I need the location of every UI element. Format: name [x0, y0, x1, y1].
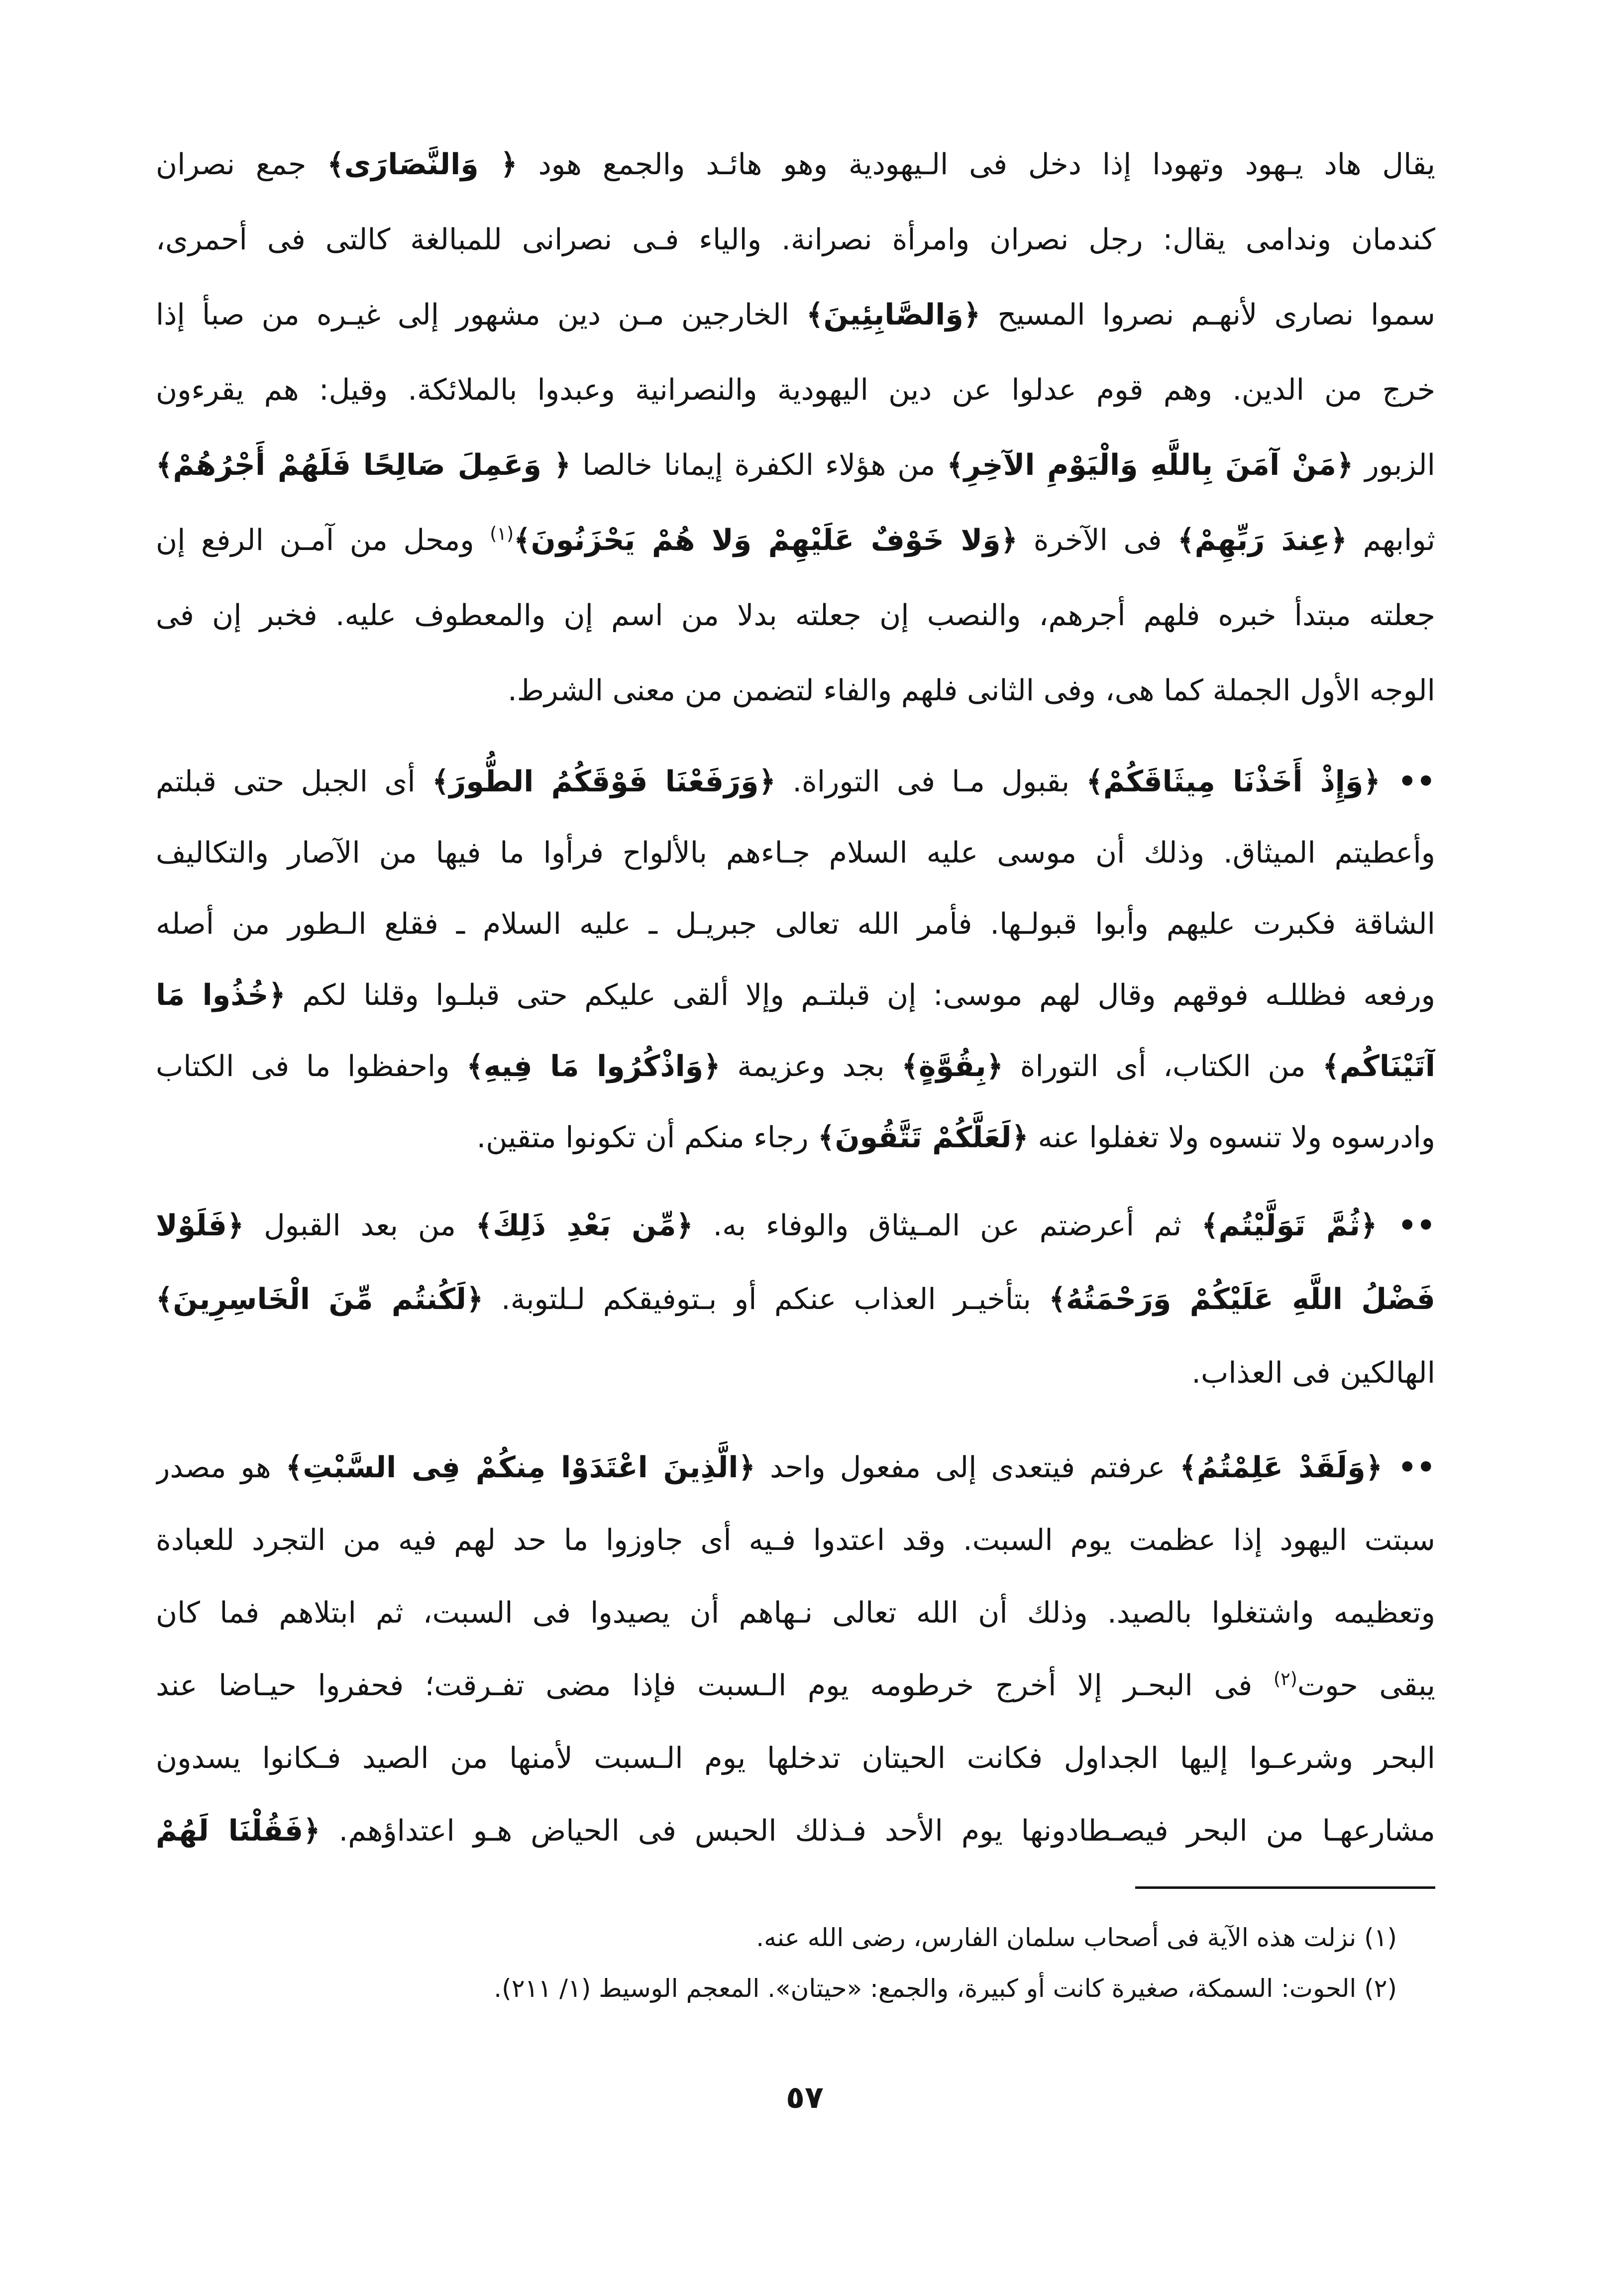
body-text: مشارعهـا من البحر فيصـطادونها يوم الأحد فـذلك الحبس فى الحياض هـو اعتداؤهم. [320, 1814, 1435, 1848]
bullet-mark: •• [1383, 1450, 1435, 1484]
quran-quote: ﴿فَقُلْنَا لَهُمْ [156, 1814, 320, 1848]
body-text: يبقى حوت [1297, 1668, 1435, 1702]
text-line [156, 578, 1435, 653]
footnotes [156, 1912, 1397, 2014]
body-text: رجاء منكم أن تكونوا متقين. [476, 1120, 818, 1154]
body-text: الشاقة فكبرت عليهم وأبوا قبولـها. فأمر الله تعالى جبريـل ـ عليه السلام ـ فقلع الـطور من أصله [156, 907, 1435, 941]
main-text [156, 0, 1435, 1881]
bullet-mark: •• [1380, 765, 1435, 798]
text-line [156, 817, 1435, 888]
body-text: بتأخيـر العذاب عنكم أو بـتوفيقكم لـلتوبة. [483, 1282, 1049, 1316]
body-text: ورفعه فظللـه فوقهم وقال لهم موسى: إن قبلتـم وإلا ألقى عليكم حتى قبلـوا وقلنا لكم [285, 978, 1435, 1012]
footnote-ref: (٢) [1273, 1668, 1297, 1690]
quran-quote: ﴿وَلَقَدْ عَلِمْتُمُ﴾ [1179, 1450, 1383, 1484]
quran-quote: ﴿ وَالنَّصَارَى﴾ [327, 147, 518, 181]
body-text: جمع نصران [156, 147, 327, 181]
text-line [156, 888, 1435, 960]
text-line [156, 1576, 1435, 1649]
bullet-mark: •• [1377, 1208, 1435, 1242]
body-text: الخارجين مـن دين مشهور إلى غيـره من صبأ إذا [156, 298, 807, 331]
text-line [156, 1722, 1435, 1794]
quran-quote: ﴿ وَعَمِلَ صَالِحًا فَلَهُمْ أَجْرُهُمْ﴾ [156, 448, 571, 482]
text-line [156, 1031, 1435, 1102]
body-text: سبتت اليهود إذا عظمت يوم السبت. وقد اعتدوا فـيه أى جاوزوا ما حد لهم فيه من التجرد للعبادة [156, 1523, 1435, 1557]
quran-quote: ﴿عِندَ رَبِّهِمْ﴾ [1177, 523, 1347, 557]
body-text: خرج من الدين. وهم قوم عدلوا عن دين اليهودية والنصرانية وعبدوا بالملائكة. وقيل: هم يقرءون [156, 373, 1435, 407]
body-text: جعلته مبتدأ خبره فلهم أجرهم، والنصب إن جعلته بدلا من اسم إن والمعطوف عليه. فخبر إن فى [156, 598, 1435, 632]
footnote-2: (٢) الحوت: السمكة، صغيرة كانت أو كبيرة، والجمع: «حيتان». المعجم الوسيط (١/ ٢١١). [494, 1974, 1397, 2003]
body-text: عرفتم فيتعدى إلى مفعول واحد [755, 1450, 1180, 1484]
footnote-1: (١) نزلت هذه الآية فى أصحاب سلمان الفارس، رضى الله عنه. [756, 1923, 1397, 1952]
quran-quote: ﴿وَاذْكُرُوا مَا فِيهِ﴾ [466, 1049, 721, 1083]
text-line [156, 960, 1435, 1031]
text-line [156, 1189, 1435, 1262]
quran-quote: ﴿بِقُوَّةٍ﴾ [901, 1049, 1004, 1083]
body-text: البحر وشرعـوا إليها الجداول فكانت الحيتان تدخلها يوم الـسبت لأمنها من الصيد فـكانوا يسدون [156, 1741, 1435, 1775]
body-text: من هؤلاء الكفرة إيمانا خالصا [571, 448, 947, 482]
body-text: فى البحـر إلا أخرج خرطومه يوم الـسبت فإذا مضى تفـرقت؛ فحفروا حيـاضا عند [156, 1668, 1274, 1702]
text-line [156, 1336, 1435, 1410]
text-line [156, 1504, 1435, 1576]
body-text: الوجه الأول الجملة كما هى، وفى الثانى فلهم والفاء لتضمن من معنى الشرط. [508, 673, 1435, 707]
body-text: ثوابهم [1347, 523, 1435, 557]
text-line [156, 1649, 1435, 1722]
quran-quote: ﴿وَلا خَوْفٌ عَلَيْهِمْ وَلا هُمْ يَحْزَنُونَ﴾ [514, 523, 1018, 557]
body-text: ثم أعرضتم عن المـيثاق والوفاء به. [693, 1208, 1202, 1242]
text-line [156, 428, 1435, 503]
footnote-separator [1135, 1886, 1435, 1889]
text-line [156, 1262, 1435, 1336]
body-text: كندمان وندامى يقال: رجل نصران وامرأة نصرانة. والياء فـى نصرانى للمبالغة كالتى فى أحمرى، [156, 222, 1435, 256]
text-line [156, 1102, 1435, 1173]
quran-quote: ﴿الَّذِينَ اعْتَدَوْا مِنكُمْ فِى السَّبْتِ﴾ [285, 1450, 755, 1484]
text-line [156, 1431, 1435, 1504]
paragraph [156, 1189, 1435, 1410]
quran-quote: ﴿وَإِذْ أَخَذْنَا مِيثَاقَكُمْ﴾ [1086, 765, 1381, 798]
footnote-ref: (١) [490, 523, 514, 545]
quran-quote: آتَيْنَاكُم﴾ [1322, 1049, 1435, 1083]
text-line [156, 746, 1435, 817]
paragraph [156, 746, 1435, 1173]
text-line [156, 127, 1435, 202]
body-text: بقبول مـا فى التوراة. [775, 765, 1086, 798]
quran-quote: ﴿وَالصَّابِئِينَ﴾ [806, 298, 981, 331]
body-text: وأعطيتم الميثاق. وذلك أن موسى عليه السلام جـاءهم بالألواح فرأوا ما فيها من الآصار والتكاليف [156, 836, 1435, 870]
text-line [156, 503, 1435, 578]
body-text: الهالكين فى العذاب. [1191, 1356, 1435, 1390]
page-number: ٥٧ [786, 2079, 824, 2115]
body-text: وتعظيمه واشتغلوا بالصيد. وذلك أن الله تعالى نـهاهم أن يصيدوا فى السبت، ثم ابتلاهم فما كان [156, 1596, 1435, 1630]
text-line [156, 653, 1435, 728]
quran-quote: ﴿وَرَفَعْنَا فَوْقَكُمُ الطُّورَ﴾ [432, 765, 776, 798]
text-line [156, 1794, 1435, 1867]
text-line [156, 277, 1435, 352]
body-text: من الكتاب، أى التوراة [1003, 1049, 1323, 1083]
body-text: يقال هاد يـهود وتهودا إذا دخل فى الـيهودية وهو هائـد والجمع هود [517, 147, 1435, 181]
body-text: واحفظوا ما فى الكتاب [156, 1049, 467, 1083]
quran-quote: ﴿خُذُوا مَا [156, 978, 286, 1012]
quran-quote: ﴿لَعَلَّكُمْ تَتَّقُونَ﴾ [818, 1120, 1029, 1154]
text-line [156, 352, 1435, 428]
quran-quote: ﴿مِّن بَعْدِ ذَلِكَ﴾ [475, 1208, 693, 1242]
body-text: أى الجبل حتى قبلتم [156, 765, 432, 798]
body-text: بجد وعزيمة [720, 1049, 902, 1083]
quran-quote: ﴿فَلَوْلا [156, 1208, 244, 1242]
body-text: من بعد القبول [244, 1208, 476, 1242]
text-line [156, 202, 1435, 277]
body-text: ومحل من آمـن الرفع إن [156, 523, 490, 557]
paragraph [156, 127, 1435, 728]
quran-quote: ﴿لَكُنتُم مِّنَ الْخَاسِرِينَ﴾ [156, 1282, 484, 1316]
body-text: هو مصدر [156, 1450, 286, 1484]
paragraph [156, 1431, 1435, 1867]
quran-quote: ﴿ثُمَّ تَوَلَّيْتُم﴾ [1201, 1208, 1378, 1242]
body-text: سموا نصارى لأنهـم نصروا المسيح [980, 298, 1435, 331]
body-text: الزبور [1353, 448, 1435, 482]
body-text: فى الآخرة [1018, 523, 1178, 557]
quran-quote: فَضْلُ اللَّهِ عَلَيْكُمْ وَرَحْمَتُهُ﴾ [1049, 1282, 1435, 1316]
quran-quote: ﴿مَنْ آمَنَ بِاللَّهِ وَالْيَوْمِ الآخِرِ﴾ [947, 448, 1354, 482]
body-text: وادرسوه ولا تنسوه ولا تغفلوا عنه [1028, 1120, 1435, 1154]
